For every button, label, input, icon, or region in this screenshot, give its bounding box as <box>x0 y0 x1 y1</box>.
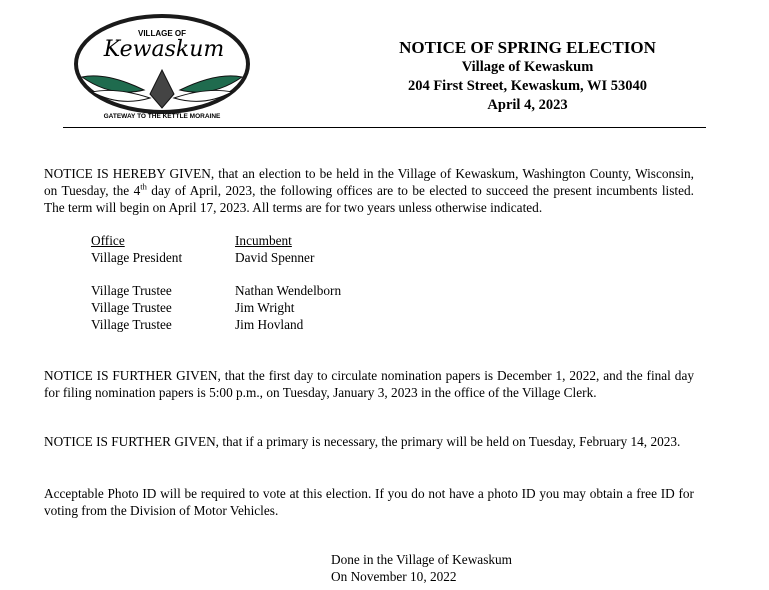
header-divider <box>63 127 706 128</box>
notice-header <box>360 38 695 115</box>
logo-name: Kewaskum <box>103 37 225 62</box>
notice-paragraph-1: NOTICE IS HEREBY GIVEN, that an election to be held in the Village of Kewaskum, Washington County, Wisconsin, on Tuesday, the 4th day of April, 2023, the following offices are to be elected to succeed the present incumbents listed. The term will begin on April 17, 2023. All terms are for two years unless otherwise indicated. <box>44 166 694 215</box>
village-logo <box>72 12 252 122</box>
table-row: Village President David Spenner <box>91 250 315 265</box>
header-village: Village of Kewaskum <box>461 59 594 75</box>
notice-paragraph-4: Acceptable Photo ID will be required to vote at this election. If you do not have a photo ID you may obtain a free ID for voting from the Division of Motor Vehicles. <box>44 486 694 518</box>
offices-header-row <box>91 232 341 249</box>
signature-line-1: Done in the Village of Kewaskum <box>331 552 513 567</box>
logo-top-text: VILLAGE OF <box>138 29 186 38</box>
signature-block <box>331 551 512 585</box>
arrowhead-icon <box>150 70 174 108</box>
header-date: April 4, 2023 <box>487 97 568 113</box>
notice-title: NOTICE OF SPRING ELECTION <box>399 38 656 57</box>
signature-line-2: On November 10, 2022 <box>331 569 457 584</box>
notice-paragraph-2: NOTICE IS FURTHER GIVEN, that the first day to circulate nomination papers is December 1, 2022, and the final day for filing nomination papers is 5:00 p.m., on Tuesday, January 3, 2023 in the office of the Village Clerk. <box>44 368 694 400</box>
incumbent-column-header: Incumbent <box>235 233 292 248</box>
logo-tagline: GATEWAY TO THE KETTLE MORAINE <box>103 113 221 120</box>
table-row: Village Trustee Nathan Wendelborn <box>91 283 342 298</box>
header-address: 204 First Street, Kewaskum, WI 53040 <box>407 78 648 94</box>
offices-table <box>91 232 341 333</box>
table-row: Village Trustee Jim Hovland <box>91 317 304 332</box>
office-column-header: Office <box>91 233 125 248</box>
table-row: Village Trustee Jim Wright <box>91 300 295 315</box>
notice-paragraph-3: NOTICE IS FURTHER GIVEN, that if a primary is necessary, the primary will be held on Tuesday, February 14, 2023. <box>44 434 681 449</box>
